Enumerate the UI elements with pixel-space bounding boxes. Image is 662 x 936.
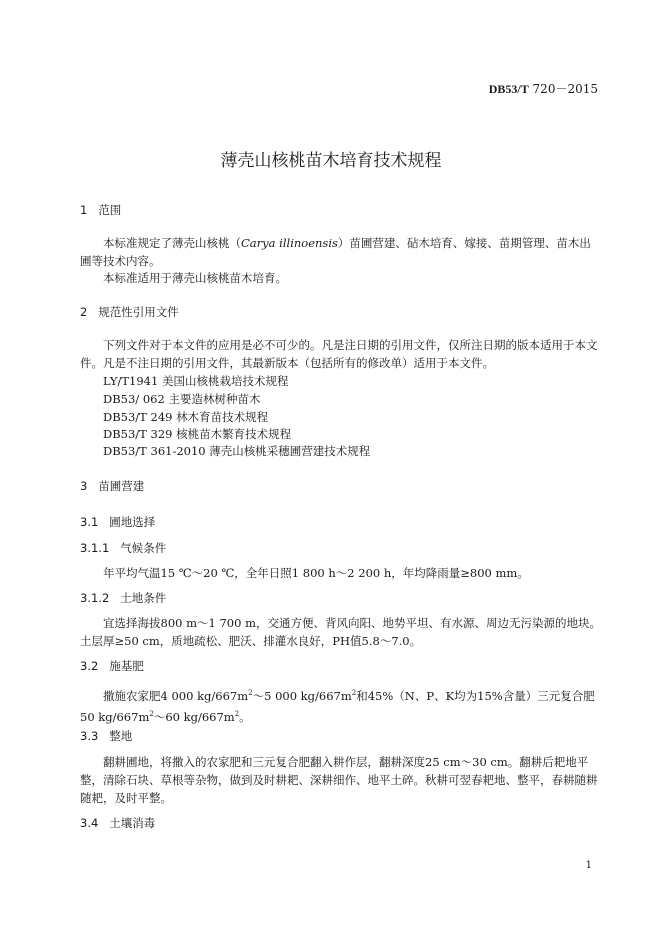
section-3-2-paragraph: 撒施农家肥4 000 $kg/667m^2\sim 5$ 000 $kg/667m^2$和45%（N、P、K均为15%含量）三元复合肥50 $kg/667m^2\sim 60$ $kg/667m^2$。 <box>80 688 595 724</box>
section-3-3-paragraph: 翻耕圃地，将撒入的农家肥和三元复合肥翻入耕作层，翻耕深度25 cm～30 cm。翻耕后耙地平整，清除石块、草根等杂物，做到及时耕耙、深耕细作、地平土碎。秋耕可翌春耙地、整平，春耕随耕随耙，及时平整。 <box>80 755 598 805</box>
section-1-heading: 1 范围 <box>80 203 122 217</box>
section-3-1-1-heading: 3.1.1 气候条件 <box>80 541 167 555</box>
section-2-paragraph: 下列文件对于本文件的应用是必不可少的。凡是注日期的引用文件，仅所注日期的版本适用于本文件。凡是不注日期的引用文件，其最新版本（包括所有的修改单）适用于本文件。 <box>80 338 598 370</box>
section-3-4-heading: 3.4 土壤消毒 <box>80 816 156 830</box>
section-3-heading: 3 苗圃营建 <box>80 479 145 493</box>
reference-item: LY/T1941 美国山核桃栽培技术规程 <box>103 374 289 388</box>
reference-item: DB53/T 329 核桃苗木繁育技术规程 <box>103 427 292 441</box>
section-1-paragraph-2: 本标准适用于薄壳山核桃苗木培育。 <box>103 271 287 285</box>
section-1-paragraph-1: 本标准规定了薄壳山核桃（Carya illinoensis）苗圃营建、砧木培育、嫁接、苗期管理、苗木出圃等技术内容。 <box>80 236 591 268</box>
reference-item: DB53/ 062 主要造林树种苗木 <box>103 392 261 406</box>
standard-code: DB53/T 720－2015 <box>488 82 598 96</box>
section-3-1-1-paragraph: 年平均气温15 ℃～20 ℃，全年日照1 800 h～2 200 h，年均降雨量≥800 mm。 <box>103 566 529 580</box>
page-number: 1 <box>585 860 592 871</box>
reference-item: DB53/T 361-2010 薄壳山核桃采穗圃营建技术规程 <box>103 444 371 458</box>
section-3-1-heading: 3.1 圃地选择 <box>80 515 156 529</box>
reference-item: DB53/T 249 林木育苗技术规程 <box>103 410 269 424</box>
section-3-3-heading: 3.3 整地 <box>80 729 133 743</box>
section-3-1-2-paragraph: 宜选择海拔800 m～1 700 m，交通方便、背风向阳、地势平坦、有水源、周边无污染源的地块。土层厚≥50 cm，质地疏松、肥沃、排灌水良好，PH值5.8～7.0。 <box>80 616 601 648</box>
document-title: 薄壳山核桃苗木培育技术规程 <box>220 151 442 171</box>
section-2-heading: 2 规范性引用文件 <box>80 305 179 319</box>
section-3-2-heading: 3.2 施基肥 <box>80 659 144 673</box>
section-3-1-2-heading: 3.1.2 土地条件 <box>80 591 167 605</box>
